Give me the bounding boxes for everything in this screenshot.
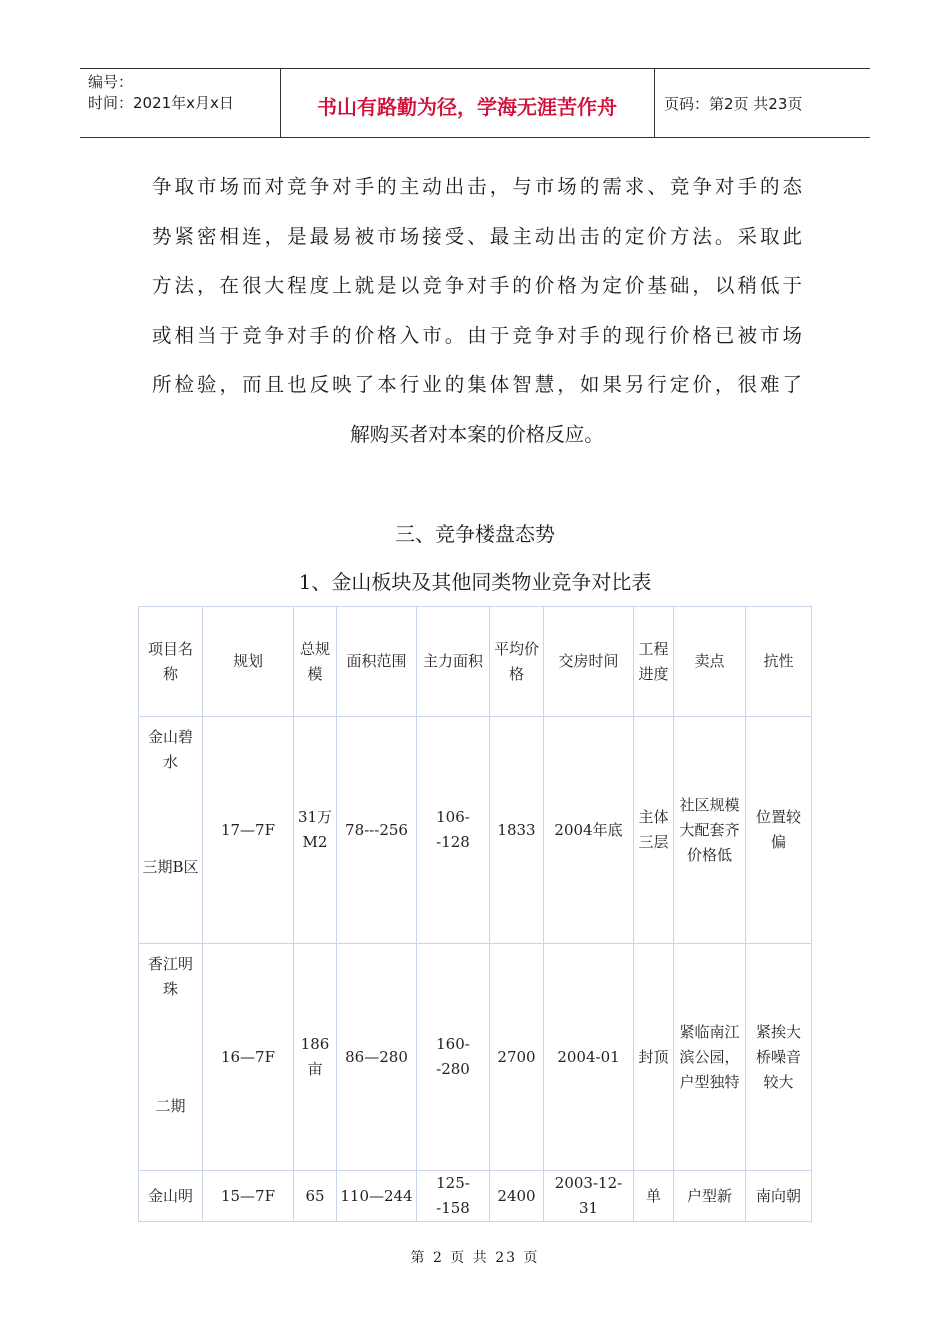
table-cell: 位置较偏: [746, 717, 812, 944]
paragraph-line: 解购买者对本案的价格反应。: [350, 422, 604, 446]
page-footer: 第 2 页 共 23 页: [410, 1250, 540, 1266]
table-cell: 社区规模大配套齐价格低: [674, 717, 746, 944]
table-cell: 1833: [490, 717, 544, 944]
header-cell: 工程进度: [634, 607, 674, 717]
project-name-cell: [139, 944, 203, 1171]
project-name-cell: [139, 717, 203, 944]
table-cell: 2400: [490, 1171, 544, 1222]
project-name: 香江明珠: [147, 955, 193, 998]
table-cell: 封顶: [634, 944, 674, 1171]
header-cell: 总规模: [294, 607, 337, 717]
table-cell: 主体三层: [634, 717, 674, 944]
table-header-row: [139, 607, 812, 717]
table-cell: 紧挨大桥噪音较大: [746, 944, 812, 1171]
table-cell: 2004年底: [544, 717, 634, 944]
table-row: [139, 717, 812, 944]
time-label: 时间：2021年x月x日: [88, 94, 234, 112]
header-cell: 规划: [203, 607, 294, 717]
project-name: 金山明: [139, 1171, 203, 1222]
table-cell: 78---256: [337, 717, 417, 944]
header-motto: 书山有路勤为径，学海无涯苦作舟: [317, 95, 617, 119]
table-cell: 2700: [490, 944, 544, 1171]
header-meta: [88, 72, 234, 114]
header-cell: 平均价格: [490, 607, 544, 717]
header-page-info: 页码：第2页 共23页: [664, 95, 803, 113]
table-cell: 110—244: [337, 1171, 417, 1222]
project-name: 金山碧水: [147, 728, 193, 771]
header-cell: 项目名称: [139, 607, 203, 717]
table-cell: 紧临南江滨公园，户型独特: [674, 944, 746, 1171]
table-cell: 17—7F: [203, 717, 294, 944]
paragraph-line: 或相当于竞争对手的价格入市。由于竞争对手的现行价格已被市场: [152, 323, 802, 347]
body-paragraph: [152, 162, 802, 459]
table-row: [139, 944, 812, 1171]
table-cell: 31万M2: [294, 717, 337, 944]
table-cell: 南向朝: [746, 1171, 812, 1222]
paragraph-line: 争取市场而对竞争对手的主动出击，与市场的需求、竞争对手的态: [152, 175, 802, 198]
section-heading: 三、竞争楼盘态势: [395, 522, 555, 546]
table-cell: 2004-01: [544, 944, 634, 1171]
header-cell: 面积范围: [337, 607, 417, 717]
paragraph-line: 方法，在很大程度上就是以竞争对手的价格为定价基础，以稍低于: [152, 274, 802, 297]
paragraph-line: 势紧密相连，是最易被市场接受、最主动出击的定价方法。采取此: [152, 224, 802, 248]
table-caption: 1、金山板块及其他同类物业竞争对比表: [298, 570, 652, 594]
project-phase: 三期B区: [142, 858, 199, 876]
header-divider: [654, 69, 655, 137]
number-label: 编号：: [88, 73, 134, 91]
table-cell: 160--280: [417, 944, 490, 1171]
table-cell: 186亩: [294, 944, 337, 1171]
paragraph-line: 所检验，而且也反映了本行业的集体智慧，如果另行定价，很难了: [152, 373, 802, 396]
project-phase: 二期: [155, 1097, 186, 1115]
table-cell: 125--158: [417, 1171, 490, 1222]
table-cell: 65: [294, 1171, 337, 1222]
table-cell: 16—7F: [203, 944, 294, 1171]
table-cell: 86—280: [337, 944, 417, 1171]
table-cell: 单: [634, 1171, 674, 1222]
header-cell: 卖点: [674, 607, 746, 717]
document-header: [80, 68, 870, 138]
comparison-table: [138, 606, 812, 1222]
header-cell: 交房时间: [544, 607, 634, 717]
table-cell: 15—7F: [203, 1171, 294, 1222]
header-cell: 抗性: [746, 607, 812, 717]
header-cell: 主力面积: [417, 607, 490, 717]
table-cell: 106--128: [417, 717, 490, 944]
table-row: [139, 1171, 812, 1222]
table-cell: 户型新: [674, 1171, 746, 1222]
table-cell: 2003-12-31: [544, 1171, 634, 1222]
